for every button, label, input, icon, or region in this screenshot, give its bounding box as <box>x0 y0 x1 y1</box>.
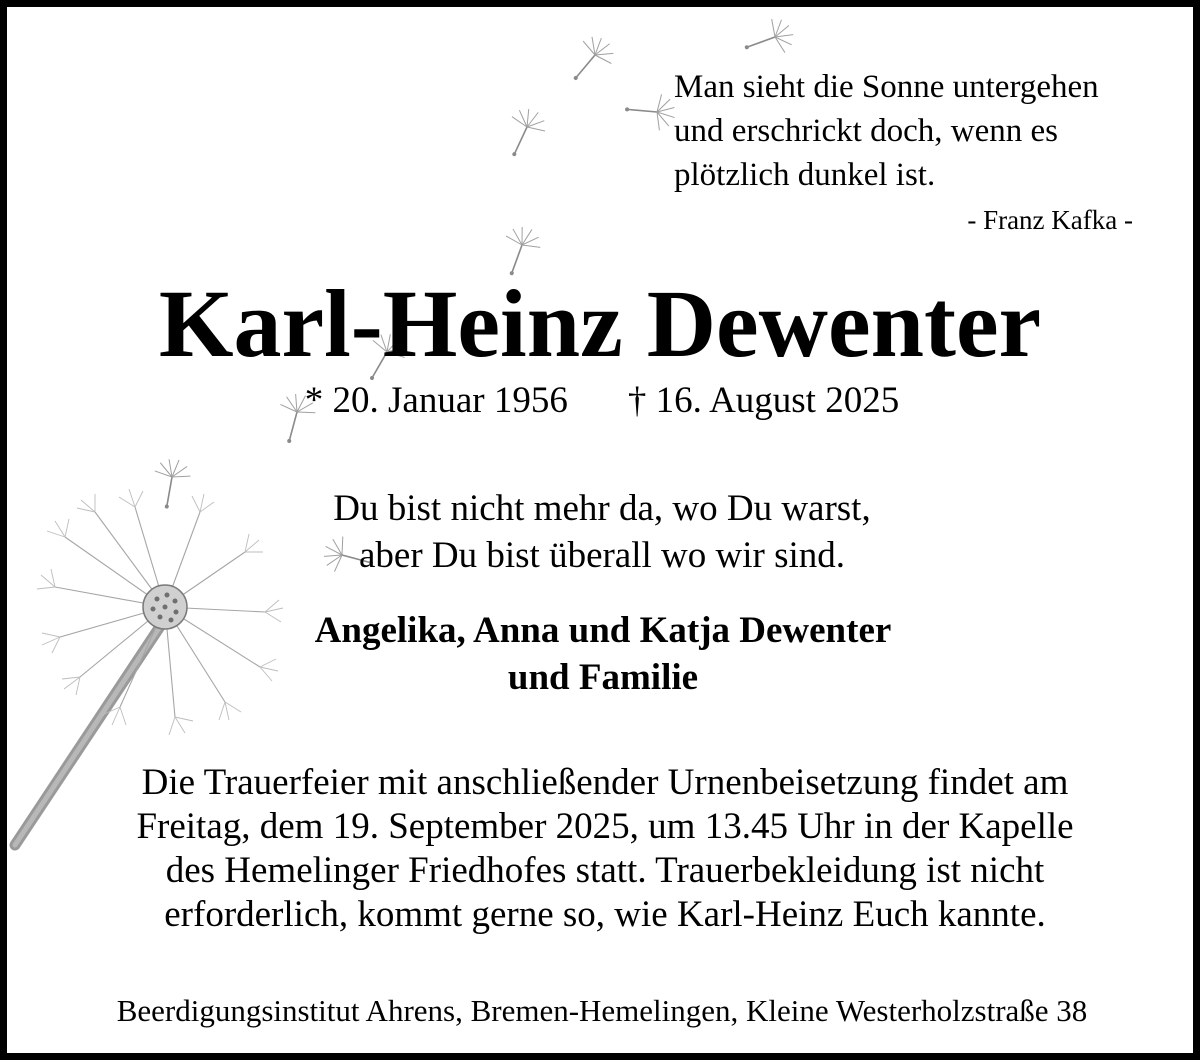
mourners-line: Angelika, Anna und Katja Dewenter <box>314 610 892 651</box>
mourners <box>7 607 1199 701</box>
mourners-line: und Familie <box>507 657 699 698</box>
kafka-quote <box>674 65 1174 197</box>
service-details <box>7 761 1200 937</box>
service-line: des Hemelinger Friedhofes statt. Trauerbekleidung ist nicht <box>165 850 1045 891</box>
quote-author: - Franz Kafka - <box>967 205 1133 235</box>
memorial-verse <box>7 485 1197 579</box>
service-line: Freitag, dem 19. September 2025, um 13.45 Uhr in der Kapelle <box>136 806 1074 847</box>
life-dates <box>7 375 1197 427</box>
birth-date: * 20. Januar 1956 <box>304 380 568 421</box>
service-line: Die Trauerfeier mit anschließender Urnenbeisetzung findet am <box>141 762 1069 803</box>
death-date: † 16. August 2025 <box>627 380 900 421</box>
verse-line: Du bist nicht mehr da, wo Du warst, <box>333 488 871 529</box>
funeral-home: Beerdigungsinstitut Ahrens, Bremen-Hemelingen, Kleine Westerholzstraße 38 <box>116 993 1088 1028</box>
quote-line: Man sieht die Sonne untergehen <box>674 69 1099 105</box>
verse-line: aber Du bist überall wo wir sind. <box>358 535 846 576</box>
service-line: erforderlich, kommt gerne so, wie Karl-Heinz Euch kannte. <box>164 894 1046 935</box>
deceased-name: Karl-Heinz Dewenter <box>158 270 1042 377</box>
quote-line: und erschrickt doch, wenn es <box>674 113 1058 149</box>
quote-line: plötzlich dunkel ist. <box>674 157 936 193</box>
